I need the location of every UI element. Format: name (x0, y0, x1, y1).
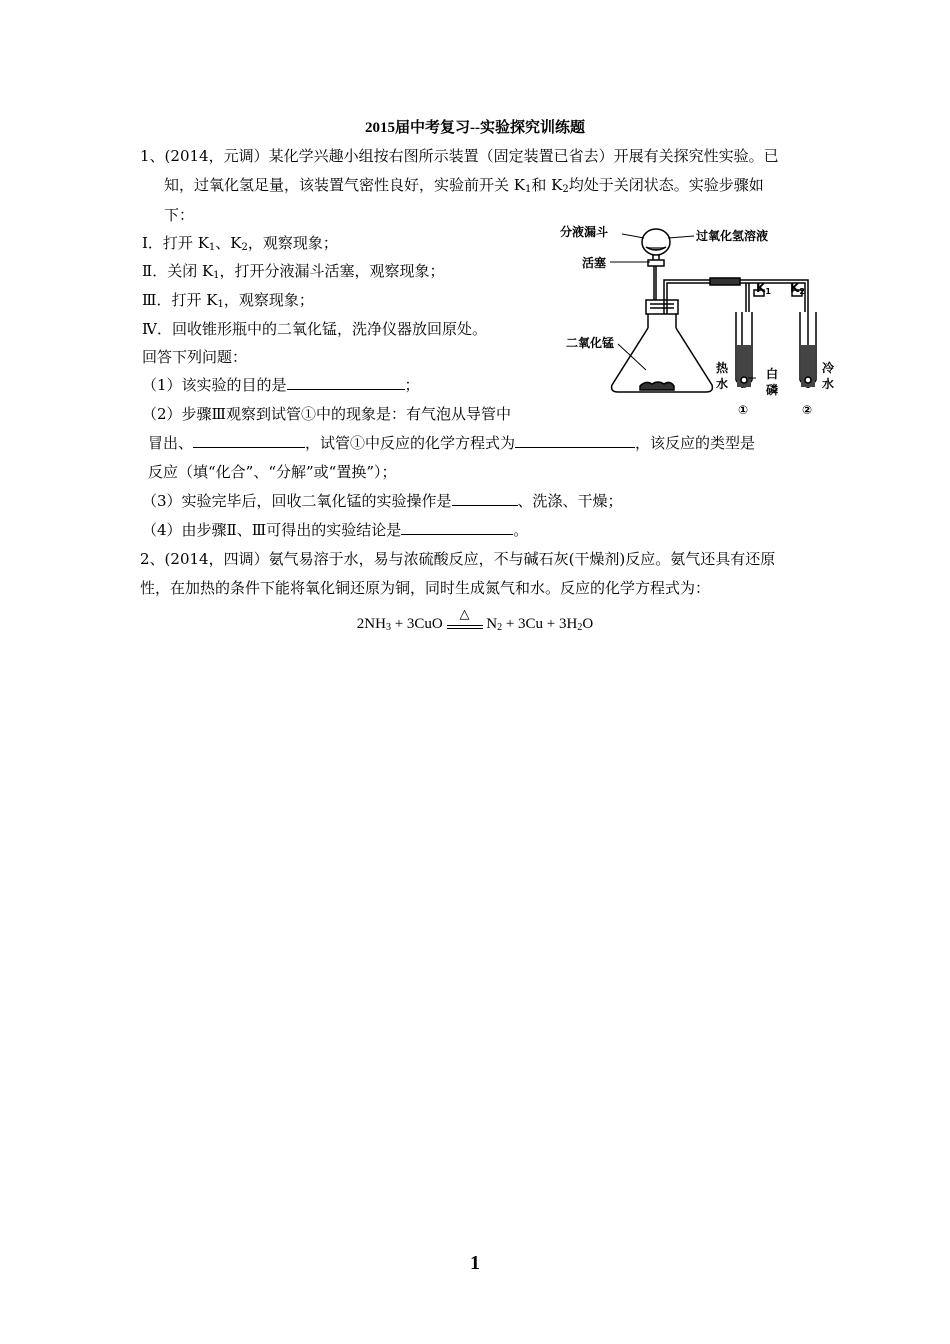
page-number: 1 (470, 1252, 480, 1274)
q1-line3: 下： (164, 206, 195, 224)
q2-line2: 性，在加热的条件下能将氧化铜还原为铜，同时生成氮气和水。反应的化学方程式为： (140, 579, 711, 597)
q1-line1: 1、(2014，元调）某化学兴趣小组按右图所示装置（固定装置已省去）开展有关探究性实验。已 (140, 147, 779, 165)
step-3: Ⅲ．打开 $K_1$，观察现象； (142, 291, 314, 310)
answer-blank[interactable] (287, 374, 405, 390)
answer-blank[interactable] (452, 490, 518, 506)
label-white-2: 磷 (766, 383, 779, 397)
answer-blank[interactable] (193, 432, 305, 448)
part-2-line2: 冒出、 ，试管①中反应的化学方程式为 ，该反应的类型是 (148, 434, 756, 452)
label-stopcock: 活塞 (582, 256, 607, 270)
part-1: （1）该实验的目的是 ； (142, 376, 420, 394)
label-k1: K1 (756, 281, 771, 296)
label-cold-1: 冷 (822, 361, 835, 375)
label-white-1: 白 (766, 367, 779, 381)
chemical-equation: $2NH_3 + 3CuO$ △ $N_2 + 3Cu + 3H_2O$ (356, 607, 594, 633)
separatory-funnel (642, 229, 670, 302)
conical-flask (612, 300, 713, 392)
label-mno2: 二氧化锰 (566, 336, 615, 350)
label-cold-2: 水 (822, 377, 835, 391)
q2-line1: 2、(2014，四调）氨气易溶于水，易与浓硫酸反应，不与碱石灰(干燥剂)反应。氨气还具有还原 (140, 550, 776, 568)
part-3: （3）实验完毕后，回收二氧化锰的实验操作是 、洗涤、干燥； (142, 492, 623, 510)
label-funnel: 分液漏斗 (560, 225, 609, 239)
label-tube-2: ② (802, 403, 813, 417)
label-k2: K2 (790, 281, 805, 296)
part-2-line1: （2）步骤Ⅲ观察到试管①中的现象是：有气泡从导管中 (142, 405, 512, 423)
step-4: Ⅳ．回收锥形瓶中的二氧化锰，洗净仪器放回原处。 (142, 320, 487, 338)
answer-blank[interactable] (401, 519, 513, 535)
step-2: Ⅱ．关闭 $K_1$，打开分液漏斗活塞，观察现象； (142, 262, 445, 281)
label-tube-1: ① (738, 403, 749, 417)
part-2-line3: 反应（填“化合”、“分解”或“置换”）； (148, 463, 397, 481)
answer-blank[interactable] (515, 432, 635, 448)
label-hot-1: 热 (716, 361, 729, 375)
ask-line: 回答下列问题： (142, 348, 248, 366)
apparatus-figure (560, 220, 845, 425)
heat-arrow: △ (447, 614, 483, 630)
part-4: （4）由步骤Ⅱ、Ⅲ可得出的实验结论是 。 (142, 521, 529, 539)
label-h2o2: 过氧化氢溶液 (696, 229, 769, 243)
q1-line2: 知，过氧化氢足量，该装置气密性良好，实验前开关 $K_1$和 $K_2$均处于关闭状态。实验步骤如 (164, 176, 764, 195)
label-hot-2: 水 (716, 377, 729, 391)
page-title: 2015届中考复习--实验探究训练题 (365, 120, 585, 136)
step-1: Ⅰ．打开 $K_1$、$K_2$，观察现象； (142, 234, 338, 253)
